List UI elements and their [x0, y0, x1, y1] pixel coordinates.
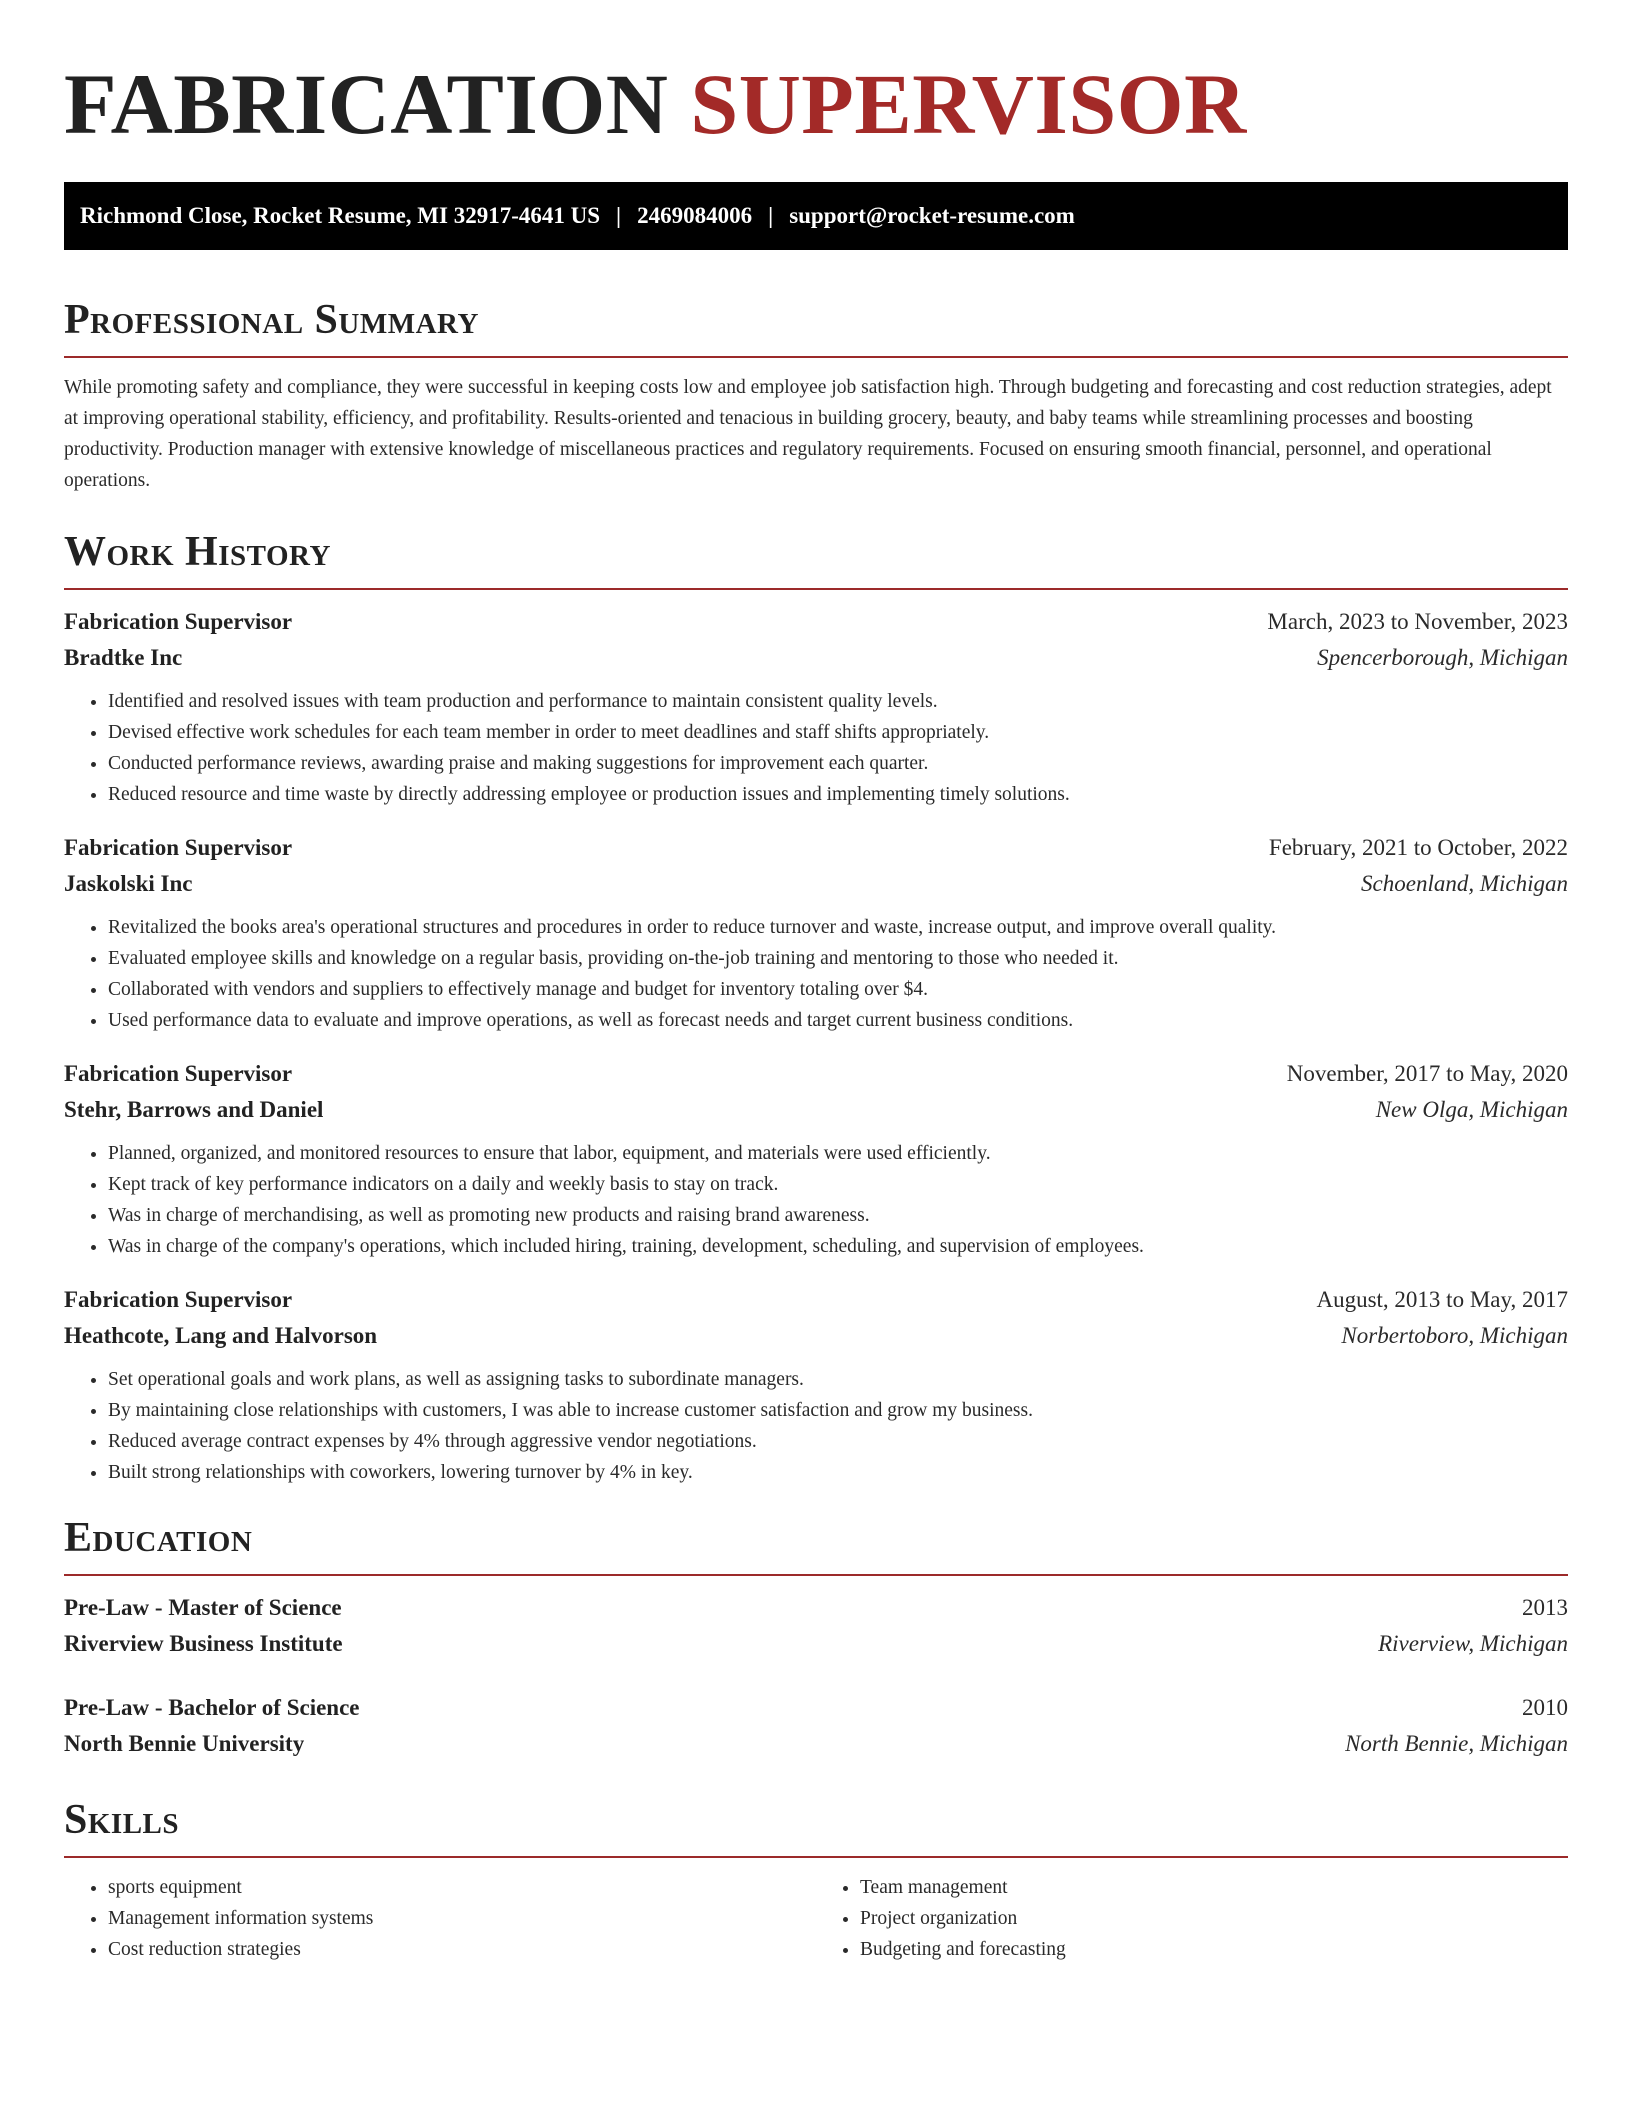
- education-entry: [64, 1690, 1568, 1762]
- job-bullet: • Was in charge of the company's operations, which included hiring, training, development, scheduling, and supervision of employees.: [108, 1231, 1568, 1262]
- job-bullet: • Used performance data to evaluate and improve operations, as well as forecast needs and target current business conditions.: [108, 1005, 1568, 1036]
- education-degree: Pre-Law - Bachelor of Science: [64, 1695, 360, 1720]
- job-location: Spencerborough, Michigan: [1317, 645, 1568, 670]
- job-bullet: • Evaluated employee skills and knowledge on a regular basis, providing on-the-job training and mentoring to those who needed it.: [108, 943, 1568, 974]
- job-entry: [64, 830, 1568, 1036]
- job-subheader: [64, 866, 1568, 902]
- job-bullet: • Devised effective work schedules for each team member in order to meet deadlines and staff shifts appropriately.: [108, 717, 1568, 748]
- job-header: [64, 1282, 1568, 1318]
- work-history-section: [64, 524, 1568, 1488]
- job-bullet: • Reduced average contract expenses by 4% through aggressive vendor negotiations.: [108, 1426, 1568, 1457]
- education-header: [64, 1690, 1568, 1726]
- skills-column-left: [64, 1872, 816, 1965]
- job-bullet: • Reduced resource and time waste by directly addressing employee or production issues and implementing timely solutions.: [108, 779, 1568, 810]
- job-bullet: • By maintaining close relationships with customers, I was able to increase customer satisfaction and grow my business.: [108, 1395, 1568, 1426]
- job-bullet: • Set operational goals and work plans, as well as assigning tasks to subordinate managers.: [108, 1364, 1568, 1395]
- job-location: Norbertoboro, Michigan: [1341, 1323, 1568, 1348]
- skill-item: • Cost reduction strategies: [108, 1934, 816, 1965]
- summary-section: [64, 292, 1568, 496]
- education-section: [64, 1510, 1568, 1762]
- job-entry: [64, 1282, 1568, 1488]
- section-divider: [64, 1574, 1568, 1576]
- education-school: Riverview Business Institute: [64, 1631, 343, 1656]
- section-heading-skills: Skills: [64, 1797, 180, 1843]
- job-company: Bradtke Inc: [64, 645, 183, 670]
- job-entry: [64, 1056, 1568, 1262]
- education-location: North Bennie, Michigan: [1345, 1731, 1568, 1756]
- job-dates: March, 2023 to November, 2023: [1267, 609, 1568, 634]
- job-location: New Olga, Michigan: [1375, 1097, 1568, 1122]
- resume-name: [64, 54, 1568, 154]
- education-subheader: [64, 1626, 1568, 1662]
- skill-item: • Management information systems: [108, 1903, 816, 1934]
- job-bullet: • Collaborated with vendors and suppliers to effectively manage and budget for inventory totaling over $4.: [108, 974, 1568, 1005]
- skills-list: [816, 1872, 1568, 1965]
- name-last: SUPERVISOR: [690, 56, 1247, 152]
- job-entry: [64, 604, 1568, 810]
- job-header: [64, 1056, 1568, 1092]
- job-title: Fabrication Supervisor: [64, 609, 293, 634]
- education-degree: Pre-Law - Master of Science: [64, 1595, 342, 1620]
- skills-section: [64, 1792, 1568, 1965]
- job-bullet: • Conducted performance reviews, awarding praise and making suggestions for improvement each quarter.: [108, 748, 1568, 779]
- job-subheader: [64, 1092, 1568, 1128]
- job-bullets: [64, 912, 1568, 1036]
- contact-address: Richmond Close, Rocket Resume, MI 32917-4641 US: [80, 203, 601, 228]
- skills-column-right: [816, 1872, 1568, 1965]
- job-bullet: • Identified and resolved issues with team production and performance to maintain consistent quality levels.: [108, 686, 1568, 717]
- education-header: [64, 1590, 1568, 1626]
- section-divider: [64, 356, 1568, 358]
- contact-separator: |: [768, 203, 774, 228]
- skill-item: • sports equipment: [108, 1872, 816, 1903]
- job-bullets: [64, 686, 1568, 810]
- job-bullet: • Built strong relationships with coworkers, lowering turnover by 4% in key.: [108, 1457, 1568, 1488]
- education-school: North Bennie University: [64, 1731, 305, 1756]
- job-dates: August, 2013 to May, 2017: [1316, 1287, 1568, 1312]
- job-title: Fabrication Supervisor: [64, 835, 293, 860]
- skill-item: • Project organization: [860, 1903, 1568, 1934]
- job-bullet: • Was in charge of merchandising, as well as promoting new products and raising brand awareness.: [108, 1200, 1568, 1231]
- contact-phone: 2469084006: [637, 203, 753, 228]
- job-location: Schoenland, Michigan: [1361, 871, 1568, 896]
- skill-item: • Team management: [860, 1872, 1568, 1903]
- job-bullets: [64, 1364, 1568, 1488]
- education-location: Riverview, Michigan: [1378, 1631, 1568, 1656]
- contact-separator: |: [616, 203, 622, 228]
- job-company: Heathcote, Lang and Halvorson: [64, 1323, 378, 1348]
- skills-list: [64, 1872, 816, 1965]
- education-subheader: [64, 1726, 1568, 1762]
- job-bullet: • Planned, organized, and monitored resources to ensure that labor, equipment, and materials were used efficiently.: [108, 1138, 1568, 1169]
- summary-text: While promoting safety and compliance, they were successful in keeping costs low and employee job satisfaction high. Through budgeting and forecasting and cost reduction strategies, adept at improving operational stability, efficiency, and profitability. Results-oriented and tenacious in building grocery, beauty, and baby teams while streamlining processes and boosting productivity. Production manager with extensive knowledge of miscellaneous practices and regulatory requirements. Focused on ensuring smooth financial, personnel, and operational operations.: [64, 377, 1552, 491]
- job-title: Fabrication Supervisor: [64, 1061, 293, 1086]
- job-bullet: • Kept track of key performance indicators on a daily and weekly basis to stay on track.: [108, 1169, 1568, 1200]
- skills-grid: [64, 1872, 1568, 1965]
- skill-item: • Budgeting and forecasting: [860, 1934, 1568, 1965]
- education-year: 2010: [1522, 1695, 1568, 1720]
- job-dates: November, 2017 to May, 2020: [1286, 1061, 1568, 1086]
- job-company: Jaskolski Inc: [64, 871, 193, 896]
- name-first: FABRICATION: [64, 56, 669, 152]
- job-bullets: [64, 1138, 1568, 1262]
- section-heading-work-history: Work History: [64, 529, 331, 575]
- job-bullet: • Revitalized the books area's operational structures and procedures in order to reduce turnover and waste, increase output, and improve overall quality.: [108, 912, 1568, 943]
- job-subheader: [64, 1318, 1568, 1354]
- job-subheader: [64, 640, 1568, 676]
- contact-email: support@rocket-resume.com: [789, 203, 1075, 228]
- job-title: Fabrication Supervisor: [64, 1287, 293, 1312]
- section-divider: [64, 1856, 1568, 1858]
- section-divider: [64, 588, 1568, 590]
- contact-bar: [64, 182, 1568, 250]
- section-heading-summary: Professional Summary: [64, 297, 479, 343]
- education-entry: [64, 1590, 1568, 1662]
- job-header: [64, 604, 1568, 640]
- education-year: 2013: [1522, 1595, 1568, 1620]
- job-header: [64, 830, 1568, 866]
- job-dates: February, 2021 to October, 2022: [1268, 835, 1568, 860]
- section-heading-education: Education: [64, 1515, 253, 1561]
- job-company: Stehr, Barrows and Daniel: [64, 1097, 324, 1122]
